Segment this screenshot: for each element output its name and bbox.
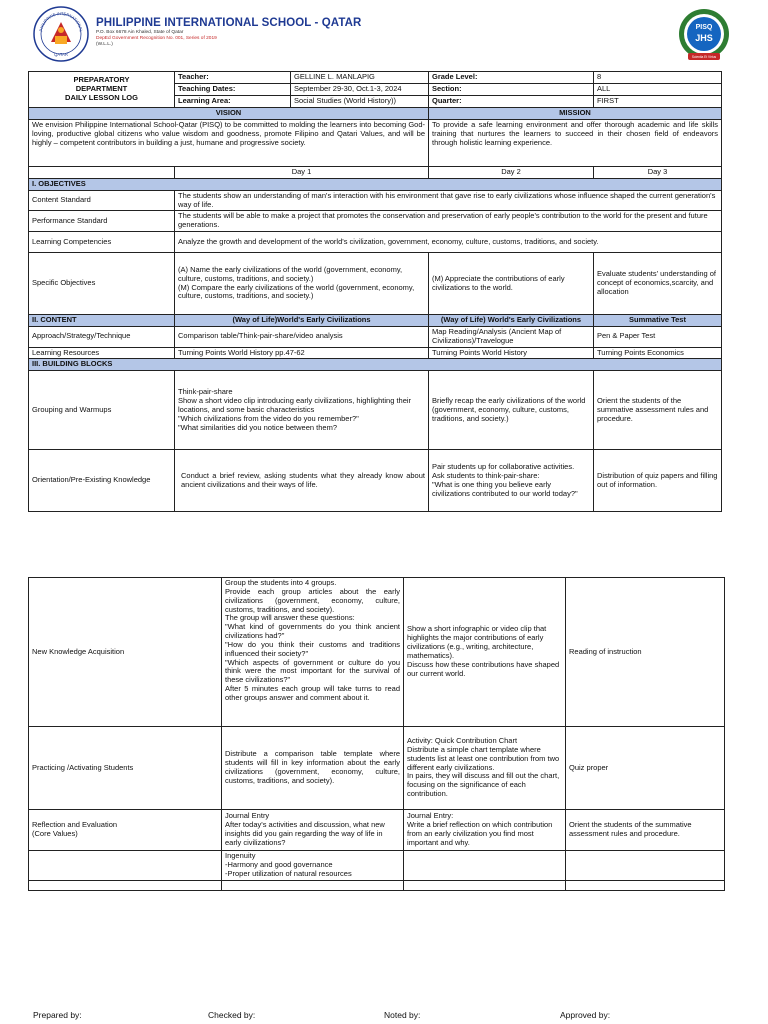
blank-row-cell: [29, 881, 222, 891]
practicing-day-3: Quiz proper: [566, 727, 725, 810]
reflection-label: Reflection and Evaluation (Core Values): [29, 810, 222, 851]
day-1-header: Day 1: [175, 166, 429, 178]
dates-value: September 29-30, Oct.1-3, 2024: [291, 84, 429, 96]
specific-objectives-day-1: (A) Name the early civilizations of the world (government, economy, culture, customs, traditions, and society.) (M) Compare the early civilizations of the world (government, economy, culture, customs, traditions, and society.): [175, 253, 429, 315]
practicing-label: Practicing /Activating Students: [29, 727, 222, 810]
area-label: Learning Area:: [175, 96, 291, 108]
quarter-label: Quarter:: [429, 96, 594, 108]
prepared-by-label: Prepared by:: [33, 1010, 82, 1020]
performance-standard-text: The students will be able to make a project that promotes the conservation and preservation of early people's contribution to the world for the present and future generations.: [175, 211, 722, 232]
specific-objectives-label: Specific Objectives: [29, 253, 175, 315]
content-heading: II. CONTENT: [29, 315, 175, 327]
day-header-blank: [29, 166, 175, 178]
approach-day-1: Comparison table/Think-pair-share/video analysis: [175, 326, 429, 347]
practicing-day-1: Distribute a comparison table template where students will fill in key information about the early civilizations (government, economy, culture, customs, traditions, and society).: [222, 727, 404, 810]
approach-day-3: Pen & Paper Test: [594, 326, 722, 347]
new-knowledge-label: New Knowledge Acquisition: [29, 578, 222, 727]
school-header: [0, 0, 768, 68]
reflection-day-2: Journal Entry: Write a brief reflection on which contribution from an early civilization you find most important and why.: [404, 810, 566, 851]
blank-row-cell: [222, 881, 404, 891]
school-address: P.O. Box 6678 Ain Khaled, State of Qatar DepEd Government Recognition No. 001, Series of 2019 (W.L.L.): [96, 30, 217, 47]
lesson-log-table-continued: [28, 577, 725, 891]
section-label: Section:: [429, 84, 594, 96]
new-knowledge-day-2: Show a short infographic or video clip that highlights the major contributions of early civilizations (e.g., writing, architecture, mathematics). Discuss how these contributions have shaped our current world.: [404, 578, 566, 727]
content-day-3: Summative Test: [594, 315, 722, 327]
building-blocks-heading: III. BUILDING BLOCKS: [29, 359, 722, 371]
area-value: Social Studies (World History)): [291, 96, 429, 108]
dates-label: Teaching Dates:: [175, 84, 291, 96]
day-2-header: Day 2: [429, 166, 594, 178]
blank-row-cell: [566, 881, 725, 891]
mission-heading: MISSION: [429, 108, 722, 120]
content-standard-label: Content Standard: [29, 190, 175, 211]
svg-text:QATAR: QATAR: [54, 52, 68, 57]
competencies-text: Analyze the growth and development of the world's civilization, government, economy, culture, customs, traditions, and society.: [175, 232, 722, 253]
objectives-heading: I. OBJECTIVES: [29, 178, 722, 190]
blank-row-cell: [404, 881, 566, 891]
school-name: PHILIPPINE INTERNATIONAL SCHOOL - QATAR: [96, 17, 362, 29]
content-standard-text: The students show an understanding of man's interaction with his environment that gave rise to early civilizations whose influence shaped the current generation's way of life.: [175, 190, 722, 211]
grade-label: Grade Level:: [429, 72, 594, 84]
performance-standard-label: Performance Standard: [29, 211, 175, 232]
resources-day-1: Turning Points World History pp.47-62: [175, 347, 429, 359]
svg-text:PISQ: PISQ: [695, 24, 713, 31]
warmups-label: Grouping and Warmups: [29, 371, 175, 450]
values-blank: [29, 851, 222, 881]
department-cell: PREPARATORY DEPARTMENT DAILY LESSON LOG: [29, 72, 175, 108]
warmups-day-2: Briefly recap the early civilizations of the world (government, economy, culture, customs, traditions, and society.): [429, 371, 594, 450]
warmups-day-3: Orient the students of the summative assessment rules and procedure.: [594, 371, 722, 450]
competencies-label: Learning Competencies: [29, 232, 175, 253]
teacher-value: GELLINE L. MANLAPIG: [291, 72, 429, 84]
warmups-day-1: Think-pair-share Show a short video clip introducing early civilizations, highlighting their locations, and some basic characteristics "Which civilizations from the video do you remember?" "What similarities did you notice between them?: [175, 371, 429, 450]
practicing-day-2: Activity: Quick Contribution Chart Distribute a simple chart template where students list at least one contribution from two different early civilizations. In pairs, they will discuss and fill out the chart, focusing on the significance of each contribution.: [404, 727, 566, 810]
resources-day-2: Turning Points World History: [429, 347, 594, 359]
svg-text:PHILIPPINE INTERNATIONAL SCHOO: PHILIPPINE INTERNATIONAL: [38, 10, 84, 33]
day-3-header: Day 3: [594, 166, 722, 178]
svg-text:JHS: JHS: [695, 33, 713, 43]
content-day-1: (Way of Life)World's Early Civilizations: [175, 315, 429, 327]
quarter-value: FIRST: [594, 96, 722, 108]
reflection-day-1: Journal Entry After today's activities and discussion, what new insights did you gain regarding the way of life in early civilizations?: [222, 810, 404, 851]
new-knowledge-day-3: Reading of instruction: [566, 578, 725, 727]
resources-day-3: Turning Points Economics: [594, 347, 722, 359]
new-knowledge-day-1: Group the students into 4 groups. Provide each group articles about the early civilizations (government, economy, culture, customs, traditions, and society). The group will answer these questions: "What kind of governments do you think ancient civilizations had?" "How do you think their customs and traditions influenced their society?" "Which aspects of government or culture do you think were the most important for the survival of these civilizations?" After 5 minutes each group will take turns to read other groups answer and comment about it.: [222, 578, 404, 727]
orientation-label: Orientation/Pre-Existing Knowledge: [29, 450, 175, 512]
values-day-2: [404, 851, 566, 881]
mission-text: To provide a safe learning environment and offer thorough academic and life skills training that nurtures the learners to succeed in their chosen field of endeavors through holistic learning experience.: [429, 119, 722, 166]
teacher-label: Teacher:: [175, 72, 291, 84]
orientation-day-1: Conduct a brief review, asking students what they already know about ancient civilizations and their ways of life.: [175, 450, 429, 512]
content-day-2: (Way of Life) World's Early Civilizations: [429, 315, 594, 327]
orientation-day-3: Distribution of quiz papers and filling out of information.: [594, 450, 722, 512]
section-value: ALL: [594, 84, 722, 96]
vision-text: We envision Philippine International School-Qatar (PISQ) to be committed to molding the learners into becoming God-loving, productive global citizens who value wisdom and goodness, promote Filipino and Qatari Values, and will be highly – competent contributors in building a just, humane and progressive society.: [29, 119, 429, 166]
approach-label: Approach/Strategy/Technique: [29, 326, 175, 347]
checked-by-label: Checked by:: [208, 1010, 256, 1020]
lesson-log-table: [28, 71, 722, 512]
values-day-3: [566, 851, 725, 881]
jhs-logo: [676, 8, 732, 64]
approved-by-label: Approved by:: [560, 1010, 611, 1020]
reflection-day-3: Orient the students of the summative assessment rules and procedure.: [566, 810, 725, 851]
svg-text:Scientia Et Virtus: Scientia Et Virtus: [691, 55, 717, 59]
orientation-day-2: Pair students up for collaborative activities. Ask students to think-pair-share: "What is one thing you believe early civilizations contributed to our world today?": [429, 450, 594, 512]
values-day-1: Ingenuity -Harmony and good governance -Proper utilization of natural resources: [222, 851, 404, 881]
grade-value: 8: [594, 72, 722, 84]
resources-label: Learning Resources: [29, 347, 175, 359]
school-seal-logo: [33, 6, 89, 62]
noted-by-label: Noted by:: [384, 1010, 421, 1020]
specific-objectives-day-3: Evaluate students' understanding of concept of economics,scarcity, and allocation: [594, 253, 722, 315]
specific-objectives-day-2: (M) Appreciate the contributions of early civilizations to the world.: [429, 253, 594, 315]
approach-day-2: Map Reading/Analysis (Ancient Map of Civilizations)/Travelogue: [429, 326, 594, 347]
vision-heading: VISION: [29, 108, 429, 120]
